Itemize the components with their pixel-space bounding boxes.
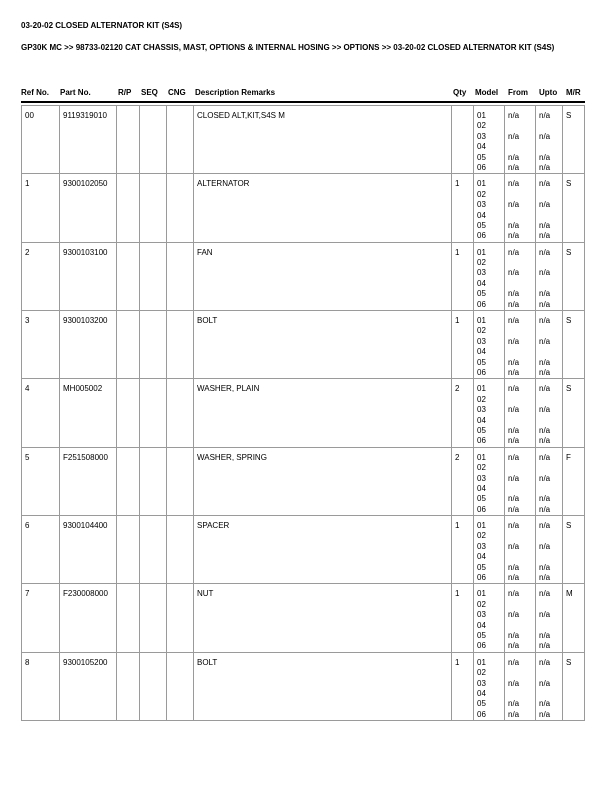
cng-cell — [167, 174, 194, 242]
upto-value: n/a — [539, 562, 551, 572]
mr-cell: S — [563, 516, 585, 584]
from-value: n/a — [508, 589, 520, 599]
from-value — [508, 211, 532, 221]
upto-value: n/a — [539, 425, 551, 435]
from-value — [508, 531, 532, 541]
upto-value: n/a — [539, 436, 551, 446]
model-value: 02 — [477, 121, 486, 131]
upto-value: n/a — [539, 494, 551, 504]
model-value: 03 — [477, 610, 486, 620]
upto-value — [539, 689, 559, 699]
model-value: 01 — [477, 316, 486, 326]
upto-value: n/a — [539, 589, 551, 599]
from-value: n/a — [508, 405, 520, 415]
from-cell — [505, 106, 536, 174]
model-value: 02 — [477, 326, 486, 336]
upto-value — [539, 621, 559, 631]
model-value: 05 — [477, 494, 486, 504]
upto-value — [539, 121, 559, 131]
model-value: 03 — [477, 541, 486, 551]
page-title: 03-20-02 CLOSED ALTERNATOR KIT (S4S) — [21, 21, 183, 30]
from-value: n/a — [508, 452, 520, 462]
upto-cell — [536, 584, 563, 652]
breadcrumb: GP30K MC >> 98733-02120 CAT CHASSIS, MAST, OPTIONS & INTERNAL HOSING >> OPTIONS >> 03-20-02 CLOSED ALTERNATOR KIT (S4S) — [21, 43, 555, 52]
ref-cell: 1 — [22, 174, 60, 242]
col-header-seq: SEQ — [141, 88, 158, 97]
upto-value — [539, 484, 559, 494]
mr-cell: S — [563, 106, 585, 174]
part-number-cell: 9300102050 — [60, 174, 117, 242]
description-cell: WASHER, SPRING — [194, 447, 452, 515]
upto-cell — [536, 106, 563, 174]
part-number-cell: 9300105200 — [60, 652, 117, 720]
upto-value: n/a — [539, 299, 551, 309]
model-value: 03 — [477, 268, 486, 278]
model-value: 06 — [477, 231, 486, 241]
upto-value — [539, 190, 559, 200]
from-value: n/a — [508, 436, 520, 446]
mr-cell: S — [563, 379, 585, 447]
from-value: n/a — [508, 152, 520, 162]
qty-cell: 1 — [452, 311, 474, 379]
model-value: 05 — [477, 220, 486, 230]
description-cell: CLOSED ALT,KIT,S4S M — [194, 106, 452, 174]
from-cell — [505, 447, 536, 515]
ref-cell: 8 — [22, 652, 60, 720]
upto-value — [539, 395, 559, 405]
seq-cell — [140, 447, 167, 515]
from-value: n/a — [508, 367, 520, 377]
upto-value: n/a — [539, 179, 551, 189]
from-value: n/a — [508, 111, 520, 120]
upto-cell — [536, 242, 563, 310]
upto-value — [539, 142, 559, 152]
model-value: 04 — [477, 347, 486, 357]
model-value: 05 — [477, 699, 486, 709]
from-value: n/a — [508, 247, 520, 257]
upto-value: n/a — [539, 657, 551, 667]
description-cell: ALTERNATOR — [194, 174, 452, 242]
from-value — [508, 668, 532, 678]
rp-cell — [117, 379, 140, 447]
from-value: n/a — [508, 610, 520, 620]
upto-value: n/a — [539, 384, 551, 394]
rp-cell — [117, 242, 140, 310]
from-value — [508, 121, 532, 131]
from-value — [508, 552, 532, 562]
model-value: 01 — [477, 657, 486, 667]
from-value: n/a — [508, 179, 520, 189]
table-row — [22, 584, 585, 652]
model-value: 02 — [477, 599, 486, 609]
upto-value — [539, 279, 559, 289]
model-cell — [474, 311, 505, 379]
model-cell — [474, 174, 505, 242]
upto-value: n/a — [539, 473, 551, 483]
seq-cell — [140, 584, 167, 652]
upto-value: n/a — [539, 610, 551, 620]
model-value: 04 — [477, 415, 486, 425]
col-header-mr: M/R — [566, 88, 581, 97]
upto-cell — [536, 652, 563, 720]
upto-value — [539, 668, 559, 678]
ref-cell: 5 — [22, 447, 60, 515]
model-value: 04 — [477, 483, 486, 493]
from-value: n/a — [508, 336, 520, 346]
model-value: 05 — [477, 289, 486, 299]
table-row — [22, 242, 585, 310]
upto-value: n/a — [539, 452, 551, 462]
upto-value: n/a — [539, 152, 551, 162]
model-value: 03 — [477, 131, 486, 141]
model-value: 01 — [477, 589, 486, 599]
parts-table — [21, 105, 585, 721]
from-cell — [505, 584, 536, 652]
upto-value: n/a — [539, 678, 551, 688]
upto-cell — [536, 379, 563, 447]
part-number-cell: 9300103200 — [60, 311, 117, 379]
model-value: 05 — [477, 357, 486, 367]
description-cell: FAN — [194, 242, 452, 310]
upto-value: n/a — [539, 268, 551, 278]
model-value: 01 — [477, 384, 486, 394]
upto-value: n/a — [539, 220, 551, 230]
mr-cell: M — [563, 584, 585, 652]
upto-cell — [536, 516, 563, 584]
from-value: n/a — [508, 657, 520, 667]
from-value: n/a — [508, 384, 520, 394]
upto-value — [539, 347, 559, 357]
seq-cell — [140, 174, 167, 242]
upto-value: n/a — [539, 200, 551, 210]
from-value: n/a — [508, 299, 520, 309]
model-value: 03 — [477, 200, 486, 210]
from-value: n/a — [508, 162, 520, 172]
upto-value — [539, 326, 559, 336]
model-value: 04 — [477, 278, 486, 288]
model-value: 05 — [477, 630, 486, 640]
cng-cell — [167, 106, 194, 174]
qty-cell: 1 — [452, 242, 474, 310]
from-value — [508, 416, 532, 426]
model-cell — [474, 447, 505, 515]
model-value: 05 — [477, 562, 486, 572]
from-value — [508, 600, 532, 610]
seq-cell — [140, 242, 167, 310]
from-value — [508, 258, 532, 268]
upto-value: n/a — [539, 231, 551, 241]
mr-cell: F — [563, 447, 585, 515]
table-row — [22, 106, 585, 174]
rp-cell — [117, 516, 140, 584]
from-value — [508, 484, 532, 494]
model-value: 01 — [477, 452, 486, 462]
from-value: n/a — [508, 268, 520, 278]
from-value: n/a — [508, 573, 520, 583]
mr-cell: S — [563, 242, 585, 310]
model-cell — [474, 584, 505, 652]
mr-cell: S — [563, 311, 585, 379]
upto-value: n/a — [539, 336, 551, 346]
upto-value: n/a — [539, 504, 551, 514]
upto-cell — [536, 311, 563, 379]
from-value: n/a — [508, 231, 520, 241]
from-cell — [505, 652, 536, 720]
from-value — [508, 395, 532, 405]
rp-cell — [117, 311, 140, 379]
model-value: 04 — [477, 210, 486, 220]
qty-cell — [452, 106, 474, 174]
upto-value — [539, 600, 559, 610]
cng-cell — [167, 447, 194, 515]
upto-value: n/a — [539, 247, 551, 257]
from-value: n/a — [508, 678, 520, 688]
from-cell — [505, 174, 536, 242]
upto-value: n/a — [539, 111, 551, 120]
model-value: 06 — [477, 162, 486, 172]
upto-value: n/a — [539, 357, 551, 367]
ref-cell: 00 — [22, 106, 60, 174]
table-row — [22, 379, 585, 447]
qty-cell: 1 — [452, 652, 474, 720]
table-row — [22, 516, 585, 584]
upto-value — [539, 416, 559, 426]
upto-value: n/a — [539, 709, 551, 719]
upto-value: n/a — [539, 316, 551, 326]
from-value: n/a — [508, 357, 520, 367]
model-value: 02 — [477, 394, 486, 404]
from-value — [508, 190, 532, 200]
col-header-part: Part No. — [60, 88, 91, 97]
from-value: n/a — [508, 562, 520, 572]
model-value: 03 — [477, 473, 486, 483]
qty-cell: 1 — [452, 584, 474, 652]
model-value: 03 — [477, 678, 486, 688]
rp-cell — [117, 652, 140, 720]
from-value: n/a — [508, 494, 520, 504]
model-value: 05 — [477, 152, 486, 162]
rp-cell — [117, 106, 140, 174]
from-value — [508, 326, 532, 336]
from-value — [508, 279, 532, 289]
model-value: 06 — [477, 573, 486, 583]
ref-cell: 6 — [22, 516, 60, 584]
from-value: n/a — [508, 289, 520, 299]
upto-value: n/a — [539, 630, 551, 640]
col-header-from: From — [508, 88, 528, 97]
ref-cell: 3 — [22, 311, 60, 379]
rp-cell — [117, 447, 140, 515]
from-value: n/a — [508, 504, 520, 514]
model-cell — [474, 106, 505, 174]
from-value: n/a — [508, 521, 520, 531]
from-cell — [505, 311, 536, 379]
model-value: 02 — [477, 463, 486, 473]
model-cell — [474, 652, 505, 720]
mr-cell: S — [563, 652, 585, 720]
qty-cell: 2 — [452, 379, 474, 447]
cng-cell — [167, 379, 194, 447]
col-header-rp: R/P — [118, 88, 132, 97]
cng-cell — [167, 584, 194, 652]
rp-cell — [117, 584, 140, 652]
from-value: n/a — [508, 709, 520, 719]
from-value — [508, 142, 532, 152]
model-value: 02 — [477, 189, 486, 199]
upto-value: n/a — [539, 521, 551, 531]
cng-cell — [167, 516, 194, 584]
model-value: 02 — [477, 531, 486, 541]
description-cell: BOLT — [194, 311, 452, 379]
col-header-qty: Qty — [453, 88, 467, 97]
from-value: n/a — [508, 425, 520, 435]
from-value — [508, 347, 532, 357]
description-cell: SPACER — [194, 516, 452, 584]
model-value: 06 — [477, 367, 486, 377]
model-value: 06 — [477, 299, 486, 309]
model-cell — [474, 242, 505, 310]
seq-cell — [140, 516, 167, 584]
seq-cell — [140, 379, 167, 447]
table-row — [22, 311, 585, 379]
upto-value: n/a — [539, 162, 551, 172]
part-number-cell: MH005002 — [60, 379, 117, 447]
table-row — [22, 174, 585, 242]
from-value — [508, 689, 532, 699]
model-value: 01 — [477, 179, 486, 189]
model-value: 01 — [477, 111, 486, 120]
description-cell: NUT — [194, 584, 452, 652]
model-value: 03 — [477, 405, 486, 415]
upto-value: n/a — [539, 573, 551, 583]
model-value: 04 — [477, 620, 486, 630]
cng-cell — [167, 242, 194, 310]
model-value: 02 — [477, 668, 486, 678]
from-value: n/a — [508, 541, 520, 551]
model-value: 06 — [477, 504, 486, 514]
from-value — [508, 463, 532, 473]
part-number-cell: F251508000 — [60, 447, 117, 515]
model-value: 03 — [477, 336, 486, 346]
upto-cell — [536, 447, 563, 515]
header-divider — [21, 101, 585, 103]
from-cell — [505, 516, 536, 584]
model-value: 05 — [477, 425, 486, 435]
col-header-ref: Ref No. — [21, 88, 49, 97]
model-value: 06 — [477, 641, 486, 651]
cng-cell — [167, 652, 194, 720]
qty-cell: 1 — [452, 174, 474, 242]
from-value: n/a — [508, 220, 520, 230]
upto-value — [539, 463, 559, 473]
upto-value — [539, 211, 559, 221]
upto-value — [539, 258, 559, 268]
model-value: 06 — [477, 709, 486, 719]
model-value: 04 — [477, 142, 486, 152]
seq-cell — [140, 311, 167, 379]
upto-value: n/a — [539, 405, 551, 415]
part-number-cell: 9300103100 — [60, 242, 117, 310]
qty-cell: 2 — [452, 447, 474, 515]
from-value — [508, 621, 532, 631]
qty-cell: 1 — [452, 516, 474, 584]
col-header-cng: CNG — [168, 88, 186, 97]
from-cell — [505, 242, 536, 310]
from-cell — [505, 379, 536, 447]
model-value: 01 — [477, 521, 486, 531]
part-number-cell: F230008000 — [60, 584, 117, 652]
ref-cell: 7 — [22, 584, 60, 652]
rp-cell — [117, 174, 140, 242]
part-number-cell: 9300104400 — [60, 516, 117, 584]
model-value: 04 — [477, 688, 486, 698]
col-header-desc: Description Remarks — [195, 88, 276, 97]
mr-cell: S — [563, 174, 585, 242]
from-value: n/a — [508, 473, 520, 483]
from-value: n/a — [508, 200, 520, 210]
col-header-model: Model — [475, 88, 499, 97]
from-value: n/a — [508, 131, 520, 141]
upto-value: n/a — [539, 367, 551, 377]
upto-value — [539, 552, 559, 562]
seq-cell — [140, 106, 167, 174]
upto-value: n/a — [539, 289, 551, 299]
model-value: 06 — [477, 436, 486, 446]
upto-value — [539, 531, 559, 541]
from-value: n/a — [508, 641, 520, 651]
from-value: n/a — [508, 630, 520, 640]
description-cell: BOLT — [194, 652, 452, 720]
cng-cell — [167, 311, 194, 379]
model-value: 01 — [477, 247, 486, 257]
ref-cell: 2 — [22, 242, 60, 310]
from-value: n/a — [508, 699, 520, 709]
upto-value: n/a — [539, 641, 551, 651]
seq-cell — [140, 652, 167, 720]
upto-value: n/a — [539, 541, 551, 551]
upto-value: n/a — [539, 699, 551, 709]
from-value: n/a — [508, 316, 520, 326]
upto-cell — [536, 174, 563, 242]
upto-value: n/a — [539, 131, 551, 141]
table-row — [22, 652, 585, 720]
description-cell: WASHER, PLAIN — [194, 379, 452, 447]
model-cell — [474, 516, 505, 584]
ref-cell: 4 — [22, 379, 60, 447]
model-cell — [474, 379, 505, 447]
part-number-cell: 9119319010 — [60, 106, 117, 174]
model-value: 04 — [477, 552, 486, 562]
model-value: 02 — [477, 258, 486, 268]
table-row — [22, 447, 585, 515]
col-header-upto: Upto — [539, 88, 558, 97]
